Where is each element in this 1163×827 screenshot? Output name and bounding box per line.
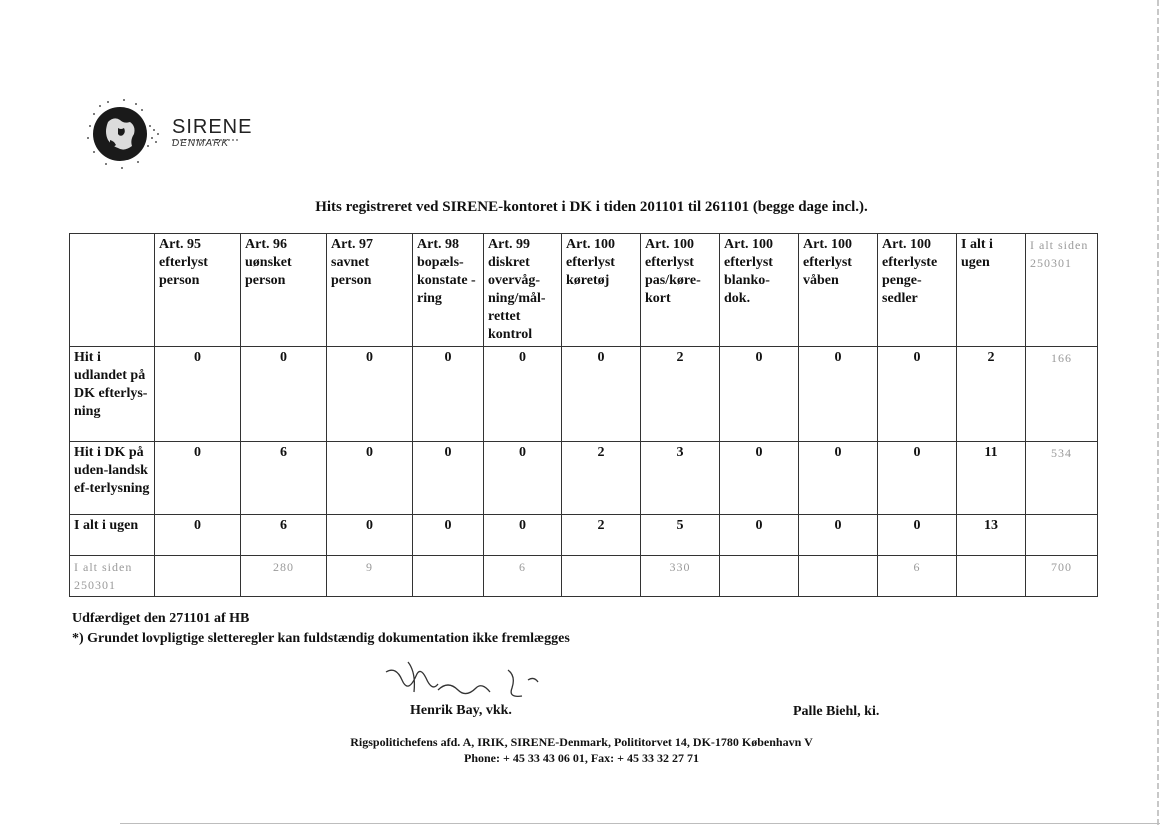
table-cell: 2: [957, 347, 1026, 442]
header-art96: Art. 96 uønsket person: [241, 234, 327, 347]
table-cell: 0: [720, 347, 799, 442]
table-cell: 0: [562, 347, 641, 442]
table-cell: 6: [241, 515, 327, 556]
table-cell: 6: [484, 556, 562, 597]
header-total-since: I alt siden 250301: [1026, 234, 1098, 347]
table-cell: 0: [799, 515, 878, 556]
table-cell: 0: [327, 347, 413, 442]
page-edge-bottom: [120, 823, 1160, 824]
table-cell: 330: [641, 556, 720, 597]
table-cell: 534: [1026, 442, 1098, 515]
logo-name: SIRENE: [172, 116, 253, 138]
table-cell: 0: [413, 347, 484, 442]
table-cell: 0: [413, 515, 484, 556]
table-cell: 0: [155, 442, 241, 515]
table-cell: 0: [413, 442, 484, 515]
header-art100-passport: Art. 100 efterlyst pas/køre-kort: [641, 234, 720, 347]
row-label: Hit i udlandet på DK efterlys-ning: [70, 347, 155, 442]
table-cell: 3: [641, 442, 720, 515]
table-cell: [799, 556, 878, 597]
table-cell: 13: [957, 515, 1026, 556]
footer-notes: [72, 609, 570, 649]
document-title: Hits registreret ved SIRENE-kontoret i DK i tiden 201101 til 261101 (begge dage incl.).: [315, 199, 868, 215]
table-cell: 6: [241, 442, 327, 515]
row-label: Hit i DK på uden-landsk ef-terlysning: [70, 442, 155, 515]
table-cell: 6: [878, 556, 957, 597]
header-art99: Art. 99 diskret overvåg-ning/mål-rettet kontrol: [484, 234, 562, 347]
table-header-row: [70, 234, 1098, 347]
header-art100-blank-doc: Art. 100 efterlyst blanko-dok.: [720, 234, 799, 347]
header-corner: [70, 234, 155, 347]
table-cell: 700: [1026, 556, 1098, 597]
header-total-week: I alt i ugen: [957, 234, 1026, 347]
row-label: I alt siden 250301: [70, 556, 155, 597]
table-cell: 0: [799, 347, 878, 442]
address-line: Rigspolitichefens afd. A, IRIK, SIRENE-Denmark, Polititorvet 14, DK-1780 København V: [350, 735, 813, 749]
table-cell: [562, 556, 641, 597]
table-row: [70, 556, 1098, 597]
table-row: [70, 442, 1098, 515]
phone-fax-line: Phone: + 45 33 43 06 01, Fax: + 45 33 32 27 71: [463, 751, 699, 765]
table-cell: 2: [562, 442, 641, 515]
table-cell: 0: [241, 347, 327, 442]
signature-henrik-bay: Henrik Bay, vkk.: [410, 703, 512, 718]
table-cell: 0: [484, 515, 562, 556]
table-cell: 280: [241, 556, 327, 597]
handwritten-signature-icon: [378, 650, 558, 710]
table-cell: 11: [957, 442, 1026, 515]
header-art100-vehicle: Art. 100 efterlyst køretøj: [562, 234, 641, 347]
table-row: [70, 347, 1098, 442]
table-cell: 166: [1026, 347, 1098, 442]
header-art100-weapon: Art. 100 efterlyst våben: [799, 234, 878, 347]
table-cell: [155, 556, 241, 597]
header-art97: Art. 97 savnet person: [327, 234, 413, 347]
table-cell: [1026, 515, 1098, 556]
table-cell: 9: [327, 556, 413, 597]
page-edge-right: [1157, 0, 1159, 827]
address-block: [0, 734, 1163, 766]
hits-table: [69, 233, 1098, 597]
table-cell: 0: [327, 515, 413, 556]
logo-subtitle: DENMARK: [172, 138, 230, 149]
table-cell: 2: [641, 347, 720, 442]
table-cell: [957, 556, 1026, 597]
table-cell: 5: [641, 515, 720, 556]
table-cell: 0: [799, 442, 878, 515]
header-art100-banknotes: Art. 100 efterlyste penge-sedler: [878, 234, 957, 347]
table-cell: 0: [484, 442, 562, 515]
table-cell: 0: [155, 515, 241, 556]
table-cell: 0: [720, 515, 799, 556]
table-cell: 0: [327, 442, 413, 515]
table-cell: 0: [878, 347, 957, 442]
table-cell: 0: [878, 515, 957, 556]
table-cell: 0: [878, 442, 957, 515]
table-row: [70, 515, 1098, 556]
table-cell: 0: [720, 442, 799, 515]
header-art98: Art. 98 bopæls-konstate -ring: [413, 234, 484, 347]
prepared-by-text: Udfærdiget den 271101 af HB: [72, 611, 250, 626]
signature-palle-biehl: Palle Biehl, ki.: [793, 704, 880, 719]
deletion-rules-note: *) Grundet lovpligtige sletteregler kan fuldstændig dokumentation ikke fremlægges: [72, 631, 570, 646]
table-cell: 2: [562, 515, 641, 556]
table-cell: 0: [484, 347, 562, 442]
table-cell: [413, 556, 484, 597]
header-art95: Art. 95 efterlyst person: [155, 234, 241, 347]
table-cell: 0: [155, 347, 241, 442]
row-label: I alt i ugen: [70, 515, 155, 556]
table-cell: [720, 556, 799, 597]
